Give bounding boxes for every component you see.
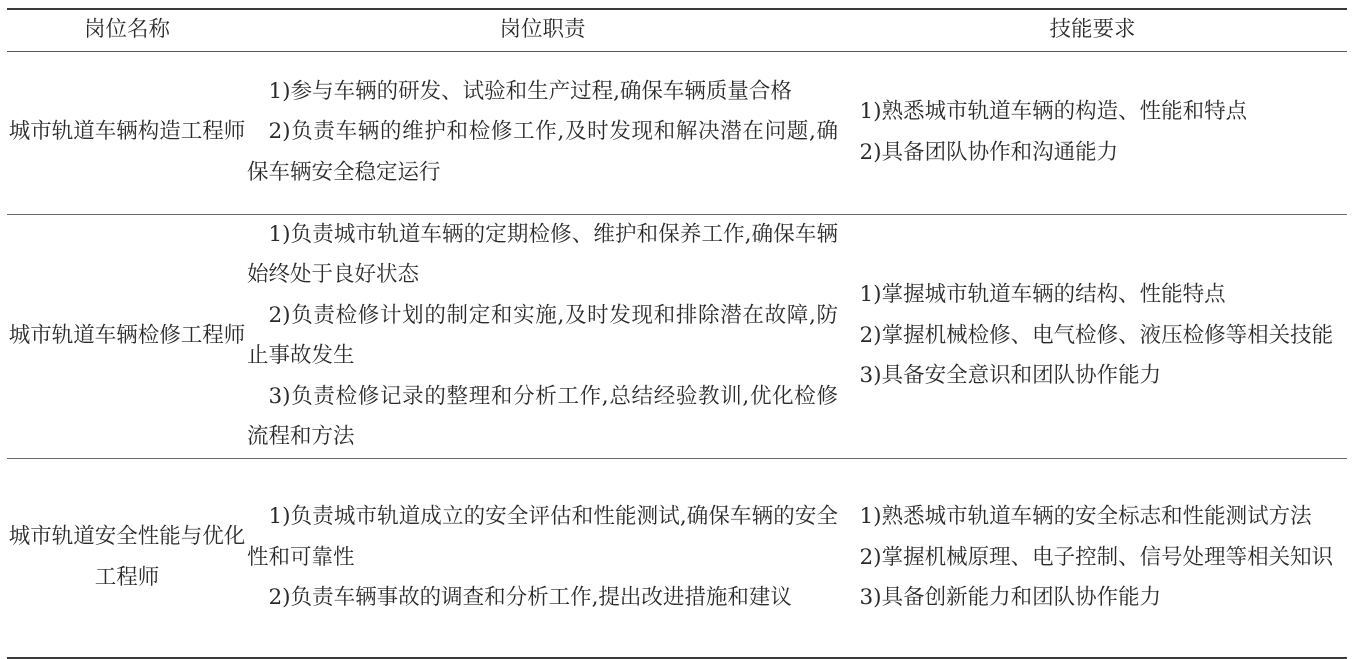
duty-item: 1)参与车辆的研发、试验和生产过程,确保车辆质量合格 xyxy=(268,78,792,104)
skill-item: 2)掌握机械检修、电气检修、液压检修等相关技能 xyxy=(859,322,1334,348)
job-name-cell: 城市轨道车辆检修工程师 xyxy=(8,322,246,348)
skill-item: 3)具备创新能力和团队协作能力 xyxy=(859,585,1162,610)
table-row xyxy=(7,214,1347,458)
header-skills: 技能要求 xyxy=(1049,17,1136,42)
job-skills-cell xyxy=(838,458,1347,658)
duty-item: 2)负责车辆事故的调查和分析工作,提出改进措施和建议 xyxy=(268,585,792,610)
table-row xyxy=(7,51,1347,214)
job-duties-cell xyxy=(247,51,838,214)
job-table xyxy=(7,8,1347,659)
duty-item: 2)负责检修计划的制定和实施,及时发现和排除潜在故障,防止事故发生 xyxy=(247,302,838,368)
table-body xyxy=(7,51,1347,658)
job-duties-cell xyxy=(247,458,838,658)
job-skills-cell xyxy=(838,214,1347,458)
header-row xyxy=(7,9,1347,51)
job-duties-cell xyxy=(247,214,838,458)
job-skills-cell xyxy=(838,51,1347,214)
job-name-cell: 城市轨道安全性能与优化工程师 xyxy=(8,524,246,590)
header-duties: 岗位职责 xyxy=(499,17,586,42)
header-name: 岗位名称 xyxy=(83,17,170,42)
job-name-cell: 城市轨道车辆构造工程师 xyxy=(8,119,246,145)
duty-item: 1)负责城市轨道车辆的定期检修、维护和保养工作,确保车辆始终处于良好状态 xyxy=(247,221,838,287)
duty-item: 2)负责车辆的维护和检修工作,及时发现和解决潜在问题,确保车辆安全稳定运行 xyxy=(247,119,838,185)
duty-item: 1)负责城市轨道成立的安全评估和性能测试,确保车辆的安全性和可靠性 xyxy=(247,504,838,570)
skill-item: 2)掌握机械原理、电子控制、信号处理等相关知识 xyxy=(859,544,1334,570)
table-header xyxy=(7,9,1347,51)
duty-item: 3)负责检修记录的整理和分析工作,总结经验教训,优化检修流程和方法 xyxy=(247,383,838,449)
skill-item: 1)熟悉城市轨道车辆的安全标志和性能测试方法 xyxy=(859,504,1312,529)
skill-item: 3)具备安全意识和团队协作能力 xyxy=(859,363,1162,389)
table-row xyxy=(7,458,1347,658)
skill-item: 2)具备团队协作和沟通能力 xyxy=(859,139,1119,165)
skill-item: 1)掌握城市轨道车辆的结构、性能特点 xyxy=(859,282,1226,308)
skill-item: 1)熟悉城市轨道车辆的构造、性能和特点 xyxy=(859,99,1248,124)
